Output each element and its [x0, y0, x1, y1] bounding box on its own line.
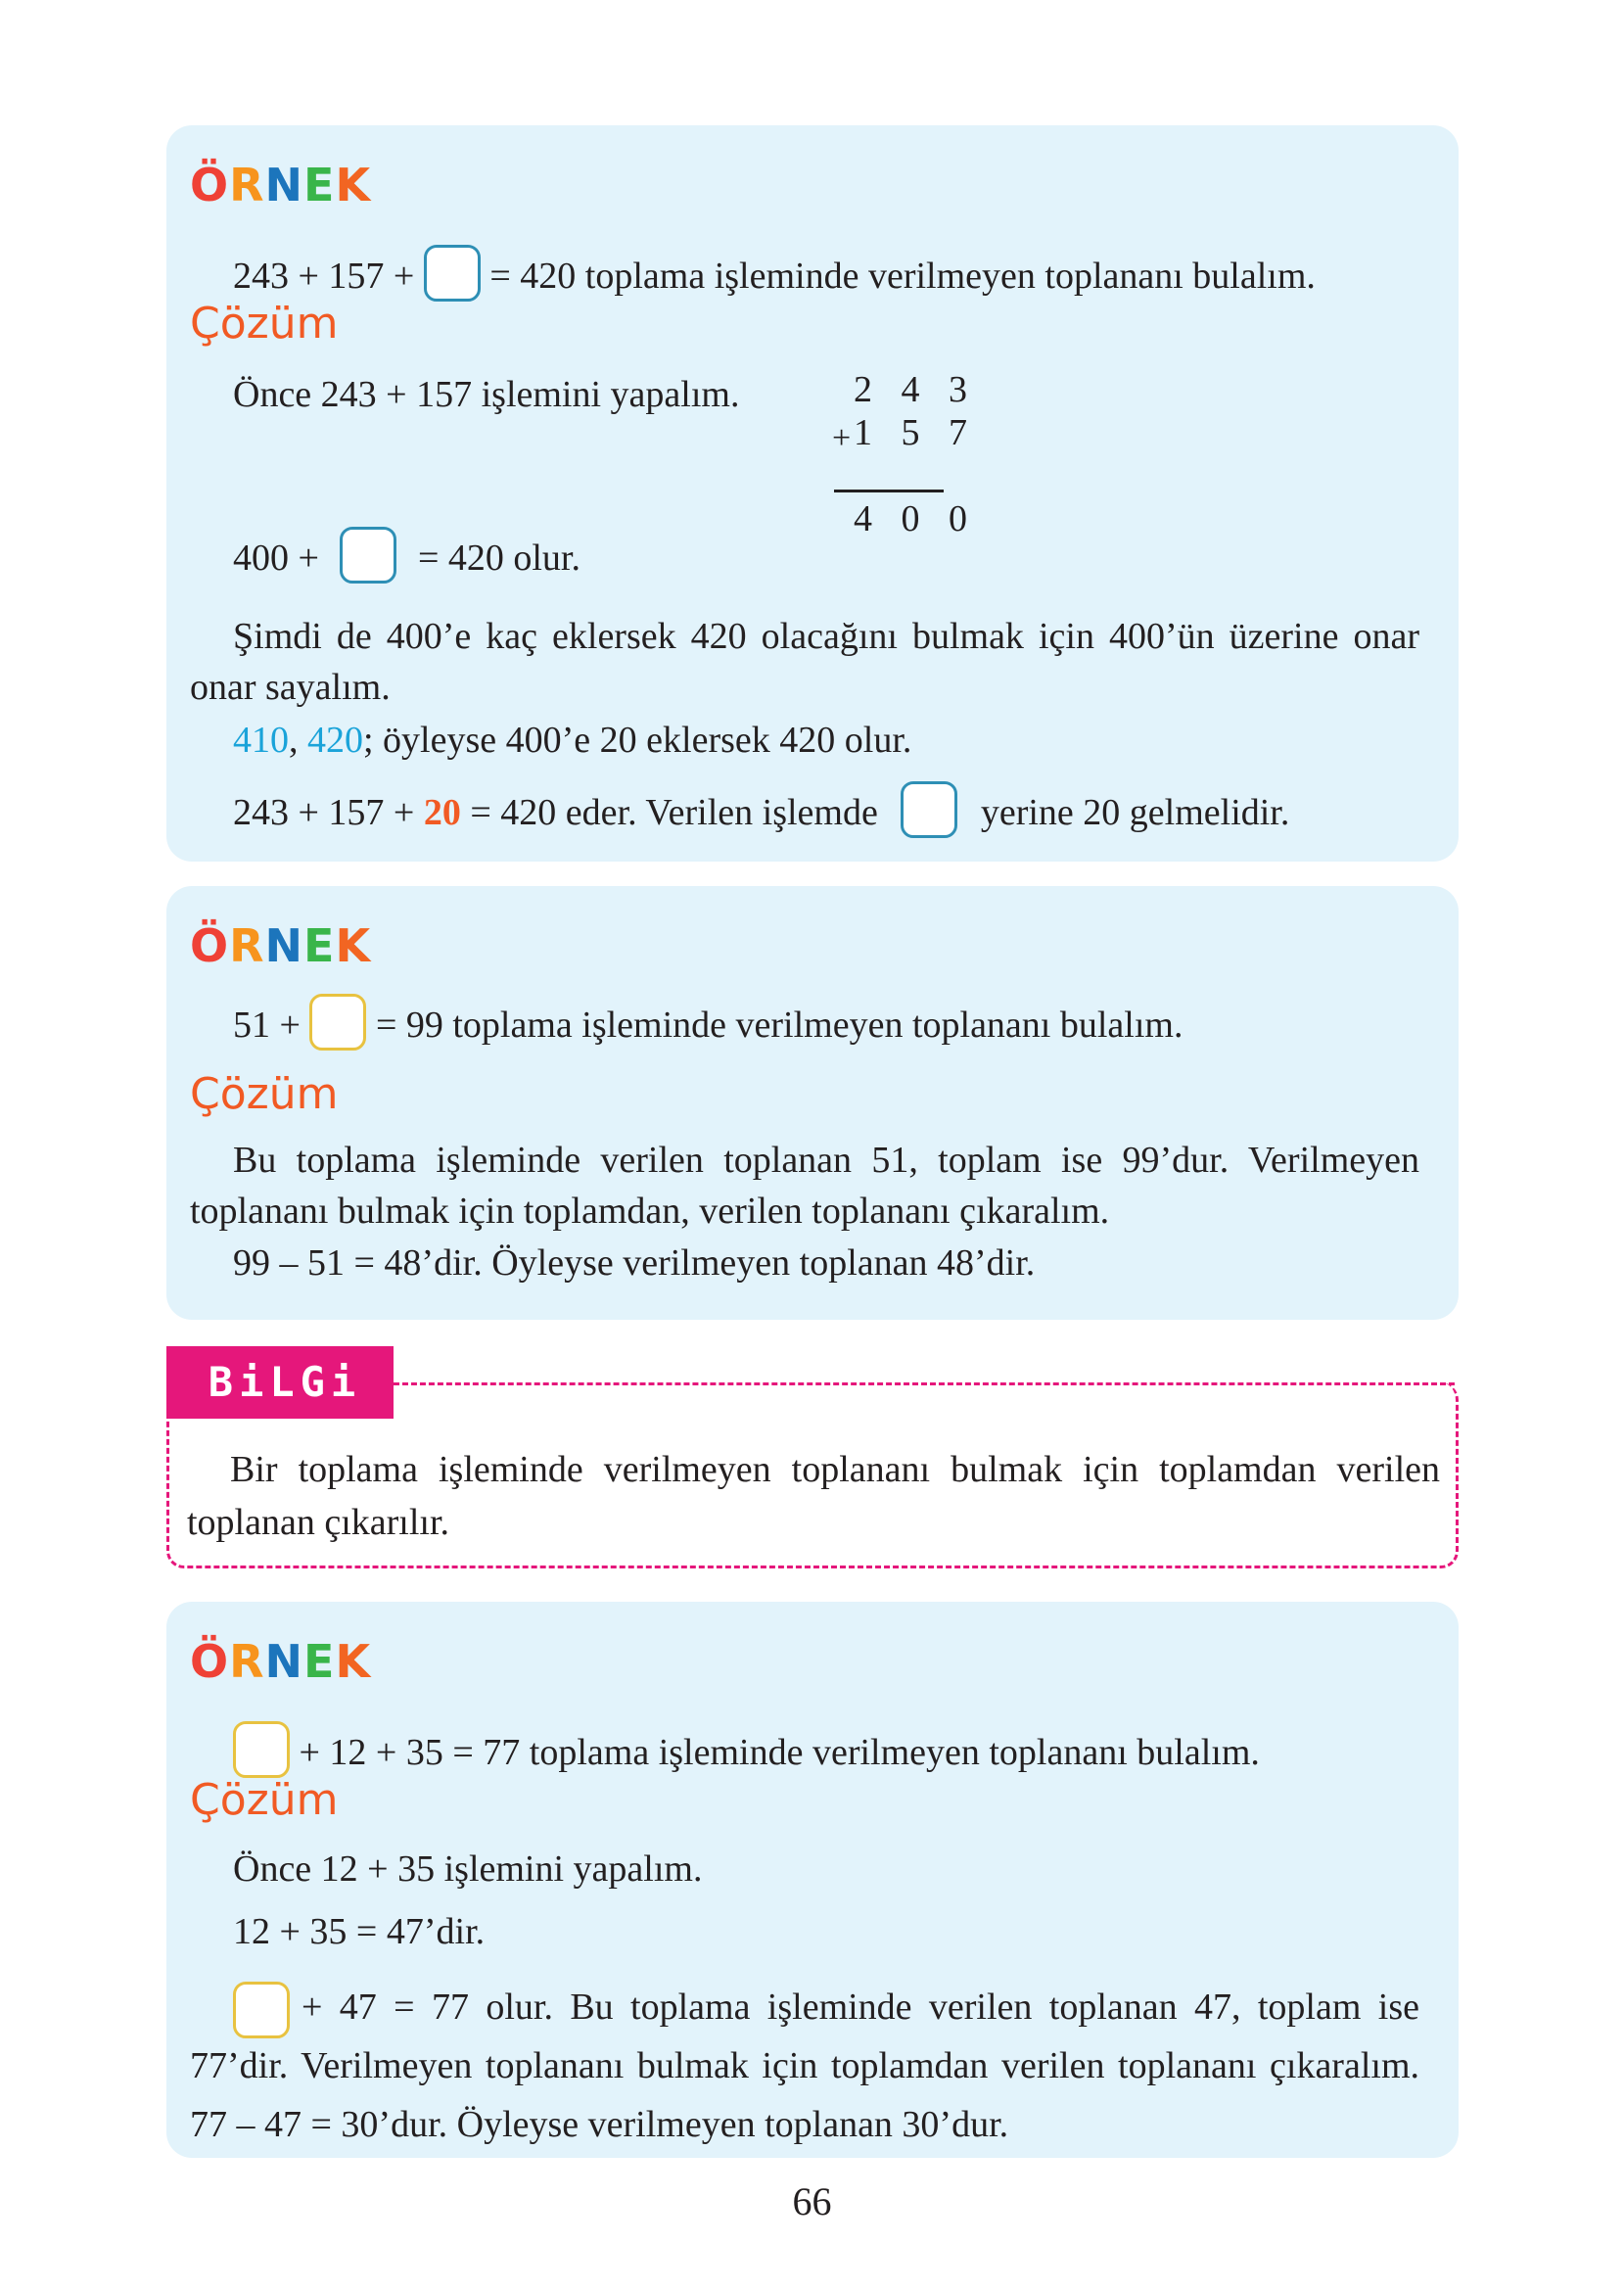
example-heading: [190, 1637, 371, 1686]
heading-letter: E: [303, 919, 336, 972]
final-line: 243 + 157 + 20 = 420 eder. Verilen işlemde yerine 20 gelmelidir.: [233, 781, 1289, 838]
heading-letter: K: [335, 919, 372, 972]
heading-letter: R: [229, 919, 265, 972]
example-box-2: [166, 886, 1459, 1320]
solution-label: Çözüm: [190, 299, 339, 349]
explanation-paragraph: + 47 = 77 olur. Bu toplama işleminde verilen toplanan 47, toplam ise 77’dir. Verilmeyen toplananı bulmak için toplamdan verilen toplananı çıkaralım. 77 – 47 = 30’dur. Öyleyse verilmeyen toplanan 30’dur.: [190, 1987, 1419, 2145]
heading-letter: E: [303, 1635, 336, 1688]
explanation-paragraph: Şimdi de 400’e kaç eklersek 420 olacağını bulmak için 400’ün üzerine onar onar sayalım.: [190, 616, 1419, 708]
sum-line: [834, 490, 944, 492]
heading-letter: E: [303, 159, 336, 211]
heading-letter: K: [335, 159, 372, 211]
heading-letter: N: [264, 1635, 304, 1688]
question-line: + 12 + 35 = 77 toplama işleminde verilmeyen toplananı bulalım.: [233, 1721, 1260, 1778]
answer-value: 20: [423, 792, 461, 833]
example-box-3: [166, 1602, 1459, 2158]
explanation-paragraph: Bu toplama işleminde verilen toplanan 51, toplam ise 99’dur. Verilmeyen toplananı bulmak için toplamdan, verilen toplananı çıkaralım.: [190, 1140, 1419, 1232]
answer-blank: [309, 994, 366, 1051]
heading-letter: N: [264, 919, 304, 972]
counting-line: 410, 420; öyleyse 400’e 20 eklersek 420 olur.: [233, 720, 912, 761]
heading-letter: R: [229, 159, 265, 211]
heading-letter: R: [229, 1635, 265, 1688]
example-heading: [190, 921, 371, 970]
example-box-1: [166, 125, 1459, 862]
answer-blank: [901, 781, 957, 838]
sum-result: 4 0 0: [854, 498, 977, 539]
info-tag: BiLGi: [166, 1346, 394, 1419]
heading-letter: Ö: [190, 919, 230, 972]
intermediate-line: 400 + = 420 olur.: [233, 527, 580, 584]
solution-label: Çözüm: [190, 1775, 339, 1825]
heading-letter: K: [335, 1635, 372, 1688]
count-value: 410: [233, 720, 289, 761]
addend-second: 1 5 7: [854, 412, 977, 453]
example-heading: [190, 161, 371, 210]
page-number: 66: [792, 2179, 832, 2223]
heading-letter: Ö: [190, 159, 230, 211]
answer-blank: [233, 1721, 290, 1778]
answer-blank: [424, 245, 481, 302]
step-result: 12 + 35 = 47’dir.: [233, 1911, 486, 1952]
solution-label: Çözüm: [190, 1069, 339, 1119]
answer-blank: [340, 527, 396, 584]
question-line: 243 + 157 + = 420 toplama işleminde verilmeyen toplananı bulalım.: [233, 245, 1316, 302]
result-line: 99 – 51 = 48’dir. Öyleyse verilmeyen toplanan 48’dir.: [233, 1242, 1036, 1284]
heading-letter: Ö: [190, 1635, 230, 1688]
info-box: [166, 1382, 1459, 1568]
addend-top: 2 4 3: [854, 369, 977, 410]
step-text: Önce 243 + 157 işlemini yapalım.: [233, 374, 740, 415]
question-line: 51 + = 99 toplama işleminde verilmeyen toplananı bulalım.: [233, 994, 1183, 1051]
heading-letter: N: [264, 159, 304, 211]
plus-sign: +: [832, 420, 861, 456]
info-text: Bir toplama işleminde verilmeyen toplananı bulmak için toplamdan verilen toplanan çıkarılır.: [187, 1449, 1440, 1543]
count-value: 420: [307, 720, 363, 761]
step-text: Önce 12 + 35 işlemini yapalım.: [233, 1848, 703, 1890]
